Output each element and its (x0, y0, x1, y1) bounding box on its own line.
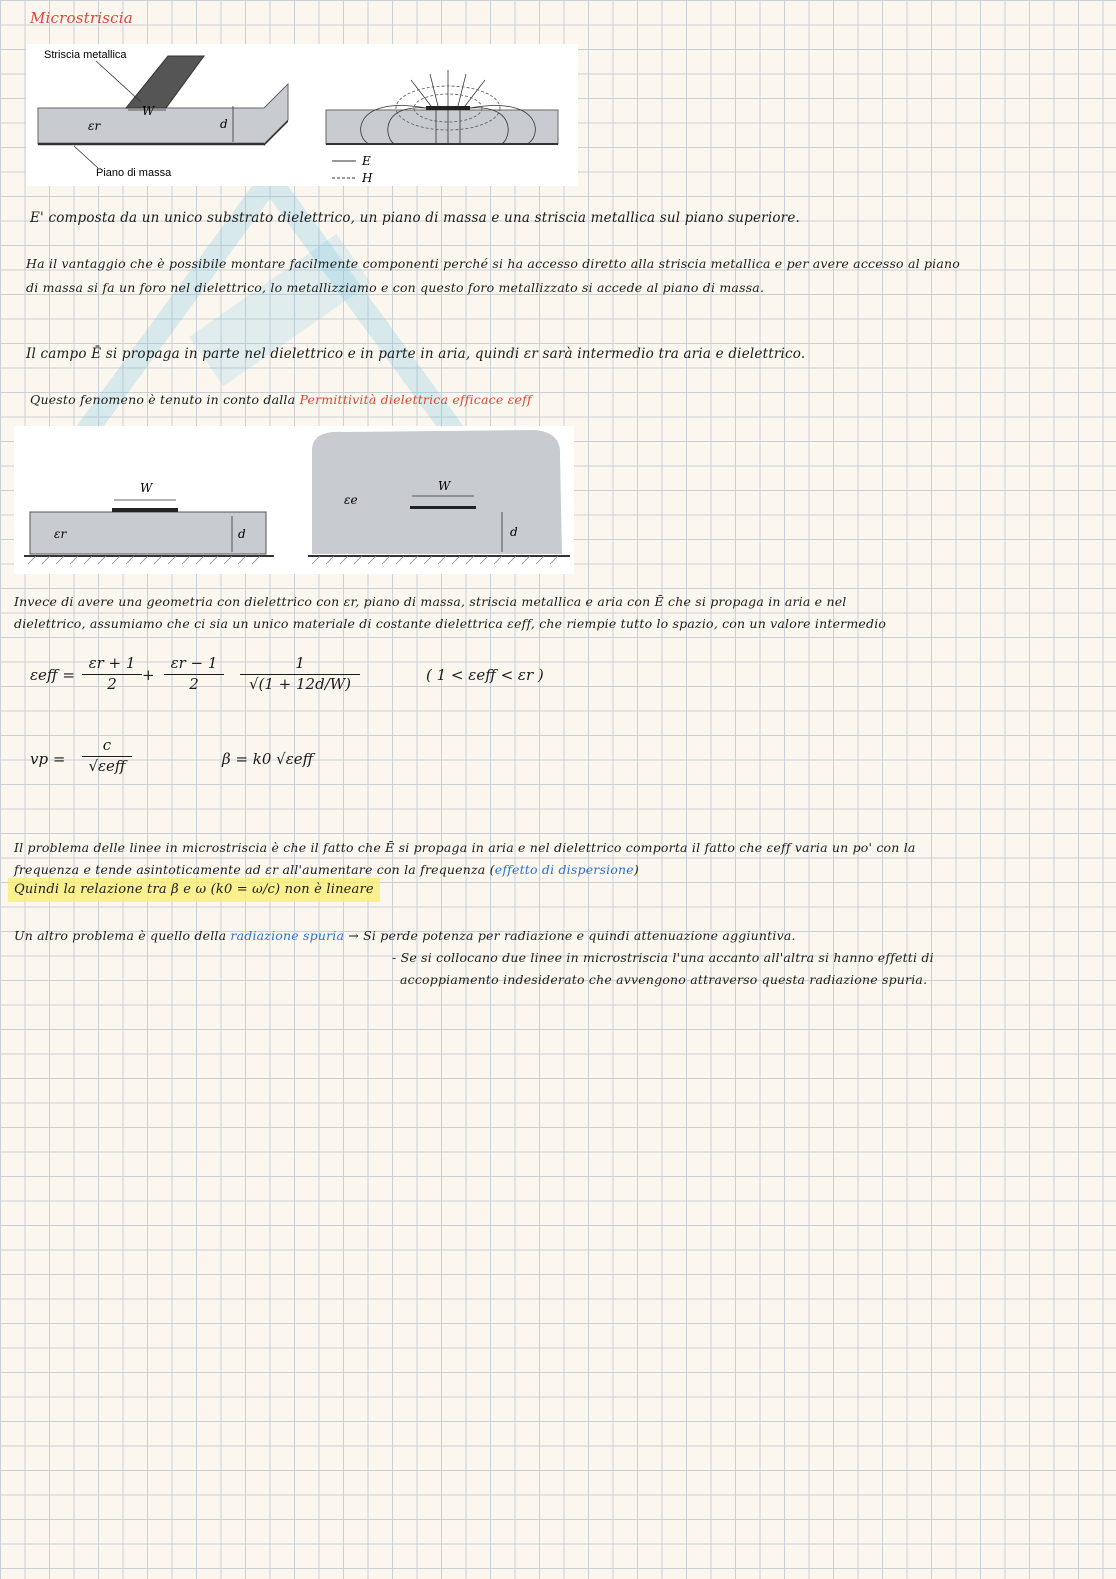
note-line-1: E' composta da un unico substrato dielettrico, un piano di massa e una striscia metallica sul piano superiore. (30, 210, 801, 226)
eeff-range: ( 1 < εeff < εr ) (426, 666, 544, 684)
page-title: Microstriscia (30, 9, 133, 27)
right-ground-hatch (312, 556, 558, 564)
legend-h: H (362, 171, 373, 185)
eeff-plus: + (142, 666, 155, 684)
eeff-term3-num: 1 (295, 654, 305, 672)
vp-den: √εeff (88, 757, 126, 775)
strip-leader-line (96, 61, 141, 102)
ground-leader-line (74, 146, 98, 168)
note-line-10-text: Un altro problema è quello della (14, 928, 231, 943)
eeff-term3-den: √(1 + 12d/W) (248, 675, 352, 693)
vp-lhs: vp = (30, 750, 66, 768)
symbol-d: d (220, 117, 228, 131)
formula-vp-beta (30, 736, 430, 792)
left-symbol-er: εr (54, 527, 67, 541)
left-symbol-w: W (140, 481, 153, 495)
note-line-2: Ha il vantaggio che è possibile montare facilmente componenti perché si ha accesso diretto alla striscia metallica e per avere accesso al piano (26, 256, 961, 271)
note-line-12: accoppiamento indesiderato che avvengono attraverso questa radiazione spuria. (400, 972, 928, 987)
metal-strip (126, 56, 204, 108)
note-line-11: - Se si collocano due linee in microstriscia l'una accanto all'altra si hanno effetti di (392, 950, 934, 965)
eeff-term3 (240, 654, 360, 693)
symbol-w: W (142, 104, 155, 118)
eeff-term1 (82, 654, 142, 693)
beta-formula: β = k0 √εeff (222, 750, 314, 768)
figure-effective-permittivity (14, 426, 574, 574)
right-symbol-d: d (510, 525, 518, 539)
label-ground: Piano di massa (96, 167, 172, 179)
figure-microstrip-structure (26, 44, 578, 186)
note-line-5-text: Questo fenomeno è tenuto in conto dalla (30, 392, 300, 407)
dispersion-term: effetto di dispersione (494, 862, 634, 877)
field-strip (426, 106, 470, 110)
eeff-lhs: εeff = (30, 666, 75, 684)
note-line-4: Il campo Ē si propaga in parte nel dielettrico e in parte in aria, quindi εr sarà intermedio tra aria e dielettrico. (26, 346, 806, 362)
note-line-5 (30, 388, 532, 412)
note-line-7: dielettrico, assumiamo che ci sia un unico materiale di costante dielettrica εeff, che riempie tutto lo spazio, con un valore intermedio (14, 616, 887, 631)
microstrip-diagram (26, 44, 578, 186)
left-ground-hatch (28, 556, 260, 564)
formula-eeff (30, 654, 570, 704)
right-strip (410, 506, 476, 509)
right-symbol-w: W (438, 479, 451, 493)
note-line-8b-text: frequenza e tende asintoticamente ad εr all'aumentare con la frequenza ( (14, 862, 495, 877)
note-line-6: Invece di avere una geometria con dielettrico con εr, piano di massa, striscia metallica e aria con Ē che si propaga in aria e nel (14, 594, 847, 609)
right-symbol-ee: εe (344, 493, 358, 507)
left-strip (112, 508, 178, 512)
label-strip: Striscia metallica (44, 49, 127, 61)
note-line-10 (14, 924, 796, 948)
note-line-3: di massa si fa un foro nel dielettrico, lo metallizziamo e con questo foro metallizzato si accede al piano di massa. (26, 280, 765, 295)
note-line-8a: Il problema delle linee in microstriscia è che il fatto che Ē si propaga in aria e nel dielettrico comporta il fatto che εeff varia un po' con la (14, 840, 916, 855)
eeff-term1-num: εr + 1 (88, 654, 136, 672)
eeff-term2-num: εr − 1 (170, 654, 218, 672)
note-line-9: Quindi la relazione tra β e ω (k0 = ω/c) non è lineare (8, 878, 380, 902)
eeff-term1-den: 2 (107, 675, 117, 693)
eeff-term2 (164, 654, 224, 693)
note-line-10-rest: → Si perde potenza per radiazione e quindi attenuazione aggiuntiva. (344, 928, 796, 943)
note-line-8b-close: ) (633, 862, 639, 877)
vp-fraction (82, 736, 132, 775)
symbol-er: εr (88, 119, 101, 133)
effective-permittivity-term: Permittività dielettrica efficace εeff (299, 392, 532, 407)
left-symbol-d: d (238, 527, 246, 541)
equivalent-model-diagram (14, 426, 574, 574)
spurious-radiation-term: radiazione spuria (230, 928, 345, 943)
vp-num: c (102, 736, 112, 754)
right-medium (312, 430, 562, 554)
legend-e: E (362, 154, 371, 168)
eeff-term2-den: 2 (189, 675, 199, 693)
